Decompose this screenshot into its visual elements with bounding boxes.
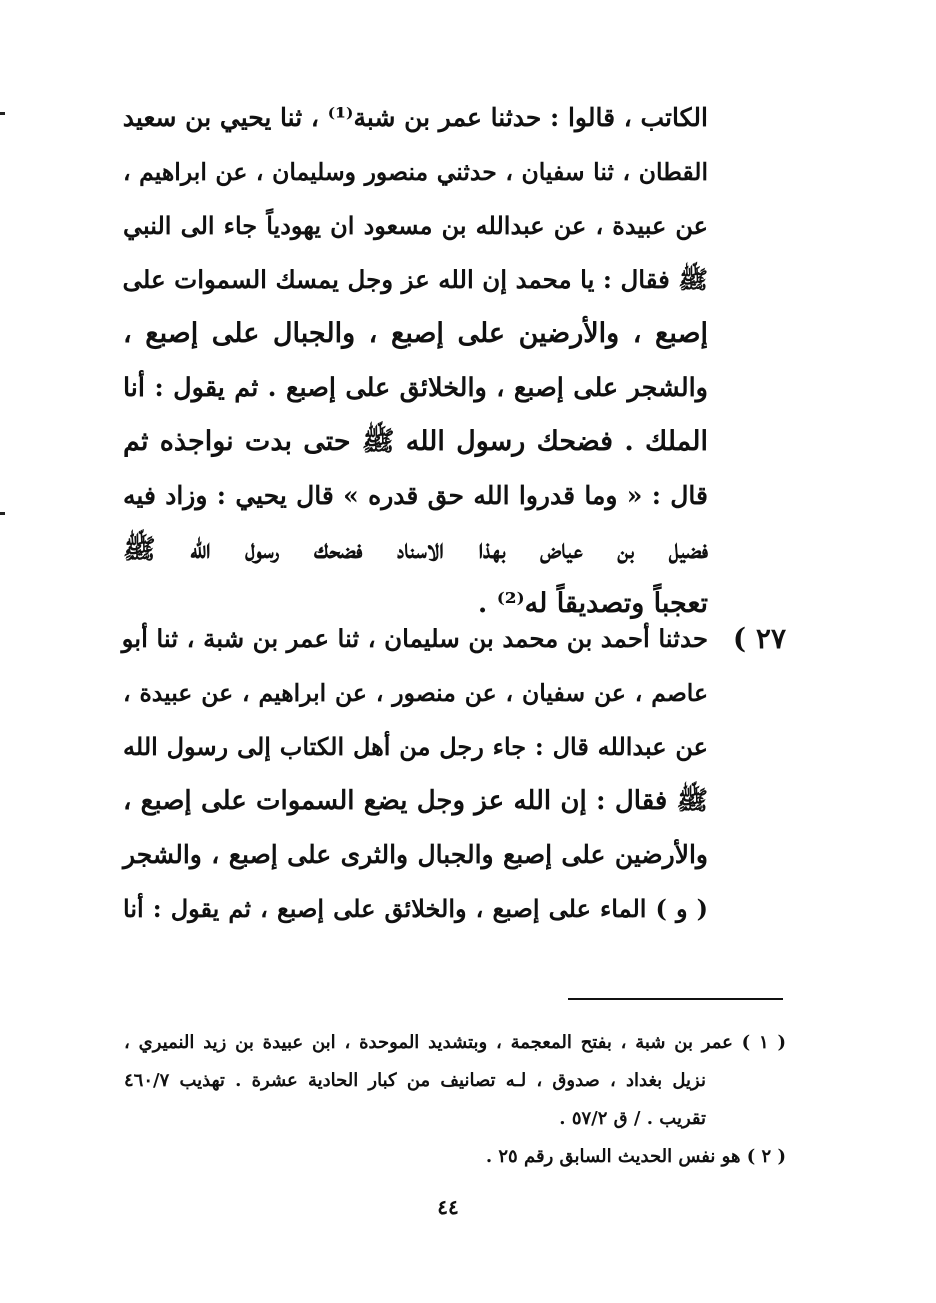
body-line: والشجر على إصبع ، والخلائق على إصبع . ثم يقول : أنا	[123, 373, 708, 403]
hadith-line: حدثنا أحمد بن محمد بن سليمان ، ثنا عمر بن شبة ، ثنا أبو	[121, 624, 708, 653]
body-line: قال : « وما قدروا الله حق قدره » قال يحيي : وزاد فيه	[123, 481, 708, 510]
margin-mark	[0, 512, 5, 515]
body-line-last: تعجباً وتصديقاً له⁽²⁾ .	[477, 588, 708, 619]
hadith-line: عاصم ، عن سفيان ، عن منصور ، عن ابراهيم ، عن عبيدة ،	[123, 679, 708, 707]
hadith-number: ٢٧ )	[732, 622, 786, 655]
footnote-1-line: تقريب . / ق ٥٧/٢ .	[559, 1108, 706, 1129]
footnote-1-line: ( ١ ) عمر بن شبة ، بفتح المعجمة ، وبتشديد الموحدة ، ابن عبيدة بن زيد النميري ،	[124, 1032, 786, 1053]
body-line: عن عبيدة ، عن عبدالله بن مسعود ان يهودياً جاء الى النبي	[123, 211, 708, 240]
body-line: الملك . فضحك رسول الله ﷺ حتى بدت نواجذه ثم	[123, 426, 708, 457]
body-line: الكاتب ، قالوا : حدثنا عمر بن شبة⁽¹⁾ ، ثنا يحيي بن سعيد	[122, 103, 708, 132]
body-line: القطان ، ثنا سفيان ، حدثني منصور وسليمان ، عن ابراهيم ،	[123, 158, 708, 186]
body-line: فضيل بن عياض بهذا الاسناد فضحك رسول الله ﷺ	[123, 534, 708, 565]
hadith-line: عن عبدالله قال : جاء رجل من أهل الكتاب إلى رسول الله	[123, 732, 708, 761]
hadith-line: والأرضين على إصبع والجبال والثرى على إصبع ، والشجر	[123, 840, 708, 869]
footnote-separator	[568, 998, 783, 1000]
footnote-2-line: ( ٢ ) هو نفس الحديث السابق رقم ٢٥ .	[485, 1146, 786, 1167]
body-line: إصبع ، والأرضين على إصبع ، والجبال على إصبع ،	[123, 318, 708, 349]
footnote-1-line: نزيل بغداد ، صدوق ، لـه تصانيف من كبار الحادية عشرة . تهذيب ٤٦٠/٧	[124, 1070, 706, 1091]
margin-mark	[0, 112, 5, 115]
body-line: ﷺ فقال : يا محمد إن الله عز وجل يمسك السموات على	[122, 265, 708, 294]
hadith-line: ﷺ فقال : إن الله عز وجل يضع السموات على إصبع ،	[123, 786, 708, 816]
hadith-line: ( و ) الماء على إصبع ، والخلائق على إصبع ، ثم يقول : أنا	[123, 894, 708, 923]
page-number: ٤٤	[437, 1195, 459, 1219]
